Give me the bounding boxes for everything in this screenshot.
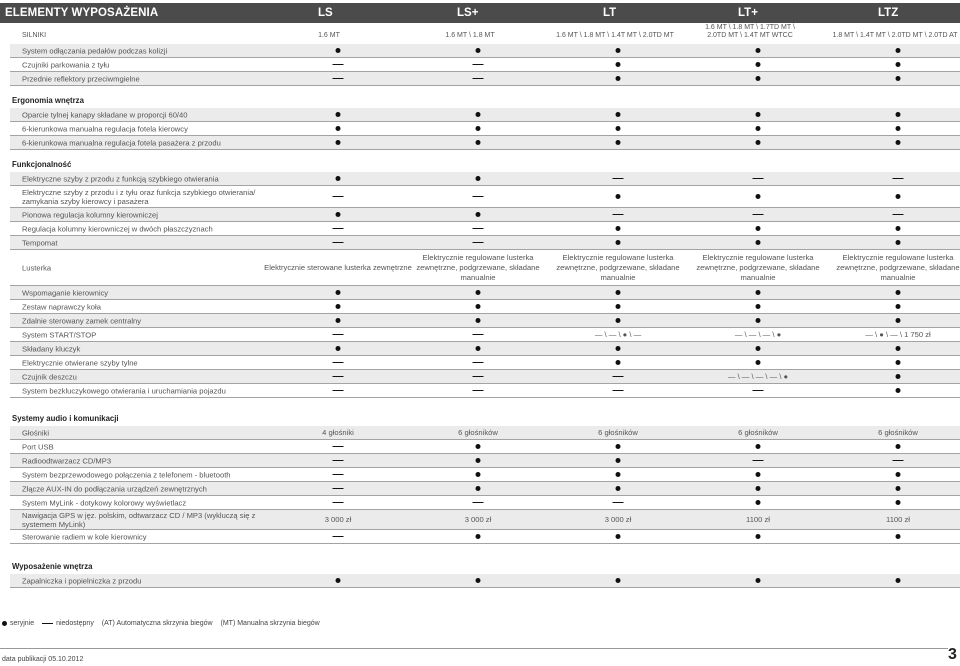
unavailable-dash-icon: [333, 74, 344, 84]
table-row: [10, 108, 960, 122]
row-value: 6 głośników: [598, 427, 638, 437]
row-label: Czujniki parkowania z tyłu: [22, 60, 110, 69]
row-value: Elektrycznie regulowane lusterka zewnętrzne, podgrzewane, składane manualnie: [416, 252, 540, 282]
standard-dot-icon: [896, 46, 901, 56]
engine-lt: 1.6 MT \ 1.8 MT \ 1.4T MT \ 2.0TD MT: [556, 32, 674, 39]
standard-dot-icon: [476, 110, 481, 120]
unavailable-dash-icon: [333, 238, 344, 248]
standard-dot-icon: [476, 46, 481, 56]
standard-dot-icon: [896, 110, 901, 120]
row-label: Port USB: [22, 442, 54, 451]
unavailable-dash-icon: [753, 174, 764, 184]
table-row: [10, 122, 960, 136]
unavailable-dash-icon: [333, 372, 344, 382]
standard-dot-icon: [336, 576, 341, 586]
standard-dot-icon: [476, 316, 481, 326]
standard-dot-icon: [476, 344, 481, 354]
unavailable-dash-icon: [333, 60, 344, 70]
row-label: Złącze AUX-IN do podłączania urządzeń zewnętrznych: [22, 484, 207, 493]
standard-dot-icon: [896, 470, 901, 480]
row-label: Pionowa regulacja kolumny kierowniczej: [22, 210, 158, 219]
engines-row: [0, 24, 960, 44]
standard-dot-icon: [896, 124, 901, 134]
row-label: Elektrycznie otwierane szyby tylne: [22, 358, 138, 367]
row-value: — \ — \ ● \ —: [594, 329, 642, 339]
standard-dot-icon: [616, 442, 621, 452]
unavailable-dash-icon: [333, 330, 344, 340]
row-value: 3 000 zł: [324, 514, 352, 524]
standard-dot-icon: [896, 316, 901, 326]
standard-dot-icon: [756, 484, 761, 494]
unavailable-dash-icon: [333, 484, 344, 494]
header-bar: [0, 3, 960, 23]
standard-dot-icon: [896, 576, 901, 586]
row-label: System MyLink - dotykowy kolorowy wyświetlacz: [22, 498, 187, 507]
standard-dot-icon: [336, 344, 341, 354]
table-row: [10, 342, 960, 356]
table-row: [10, 356, 960, 370]
standard-dot-icon: [616, 60, 621, 70]
standard-dot-icon: [616, 484, 621, 494]
row-value: 6 głośników: [458, 427, 498, 437]
unavailable-dash-icon: [473, 372, 484, 382]
standard-dot-icon: [756, 532, 761, 542]
row-label: Oparcie tylnej kanapy składane w proporcji 60/40: [22, 110, 188, 119]
standard-dot-icon: [896, 484, 901, 494]
row-label: System bezprzewodowego połączenia z telefonem - bluetooth: [22, 470, 231, 479]
engine-ltz: 1.8 MT \ 1.4T MT \ 2.0TD MT \ 2.0TD AT: [832, 32, 958, 39]
standard-dot-icon: [756, 192, 761, 202]
row-label: Głośniki: [22, 428, 50, 437]
table-row: [10, 236, 960, 250]
legend-at: (AT) Automatyczna skrzynia biegów: [101, 620, 213, 627]
table-row: [10, 44, 960, 58]
unavailable-dash-icon: [473, 330, 484, 340]
standard-dot-icon: [896, 372, 901, 382]
row-value: 1100 zł: [746, 514, 770, 524]
standard-dot-icon: [756, 358, 761, 368]
row-value: 6 głośników: [738, 427, 778, 437]
row-value: 1100 zł: [886, 514, 910, 524]
row-value: Elektrycznie sterowane lusterka zewnętrzne: [264, 262, 412, 272]
table-row: [10, 384, 960, 398]
table-row: [10, 208, 960, 222]
section-title: Funkcjonalność: [12, 160, 72, 169]
standard-dot-icon: [336, 316, 341, 326]
unavailable-dash-icon: [473, 358, 484, 368]
standard-dot-icon: [336, 110, 341, 120]
standard-dot-icon: [616, 74, 621, 84]
standard-dot-icon: [756, 316, 761, 326]
trim-ls: LS: [318, 7, 333, 19]
section-title: Ergonomia wnętrza: [12, 96, 84, 105]
row-value: — \ ● \ — \ 1 750 zł: [865, 329, 931, 339]
row-label: Przednie reflektory przeciwmgielne: [22, 74, 140, 83]
trim-lt-plus: LT+: [738, 7, 758, 19]
standard-dot-icon: [476, 484, 481, 494]
unavailable-dash-icon: [613, 210, 624, 220]
unavailable-dash-icon: [893, 456, 904, 466]
standard-dot-icon: [336, 302, 341, 312]
row-label: Zapalniczka i popielniczka z przodu: [22, 576, 142, 585]
unavailable-dash-icon: [753, 210, 764, 220]
standard-dot-icon: [336, 210, 341, 220]
row-value: Elektrycznie regulowane lusterka zewnętrzne, podgrzewane, składane manualnie: [696, 252, 820, 282]
row-value: 3 000 zł: [464, 514, 492, 524]
standard-dot-icon: [756, 238, 761, 248]
unavailable-dash-icon: [613, 386, 624, 396]
standard-dot-icon: [336, 46, 341, 56]
row-label: Radioodtwarzacz CD/MP3: [22, 456, 112, 465]
standard-dot-icon: [896, 288, 901, 298]
table-row: [10, 510, 960, 530]
row-value: — \ — \ — \ ●: [734, 329, 782, 339]
row-value: Elektrycznie regulowane lusterka zewnętrzne, podgrzewane, składane manualnie: [556, 252, 680, 282]
standard-dot-icon: [896, 442, 901, 452]
row-label: Lusterka: [22, 263, 52, 272]
unavailable-dash-icon: [613, 174, 624, 184]
standard-dot-icon: [336, 124, 341, 134]
table-row: [10, 426, 960, 440]
table-row: [10, 222, 960, 236]
standard-dot-icon: [616, 192, 621, 202]
standard-dot-icon: [616, 138, 621, 148]
row-value: 3 000 zł: [604, 514, 632, 524]
unavailable-dash-icon: [333, 358, 344, 368]
standard-dot-icon: [896, 498, 901, 508]
standard-dot-icon: [476, 442, 481, 452]
row-value: 4 głośniki: [322, 427, 354, 437]
unavailable-dash-icon: [893, 210, 904, 220]
standard-dot-icon: [616, 344, 621, 354]
standard-dot-icon: [756, 46, 761, 56]
engine-lt-plus: 1.6 MT \ 1.8 MT \ 1.7TD MT \ 2.0TD MT \ 1.4T MT WTCC: [705, 24, 795, 39]
standard-dot-icon: [476, 576, 481, 586]
unavailable-dash-icon: [613, 498, 624, 508]
row-label: 6-kierunkowa manualna regulacja fotela kierowcy: [22, 124, 188, 133]
trim-lt: LT: [603, 7, 617, 19]
standard-dot-icon: [476, 174, 481, 184]
standard-dot-icon: [616, 288, 621, 298]
row-label: Nawigacja GPS w jęz. polskim, odtwarzacz CD / MP3 (wykluczą się z systemem MyLink): [22, 510, 256, 529]
unavailable-dash-icon: [473, 224, 484, 234]
table-row: [10, 440, 960, 454]
standard-dot-icon: [756, 110, 761, 120]
row-label: 6-kierunkowa manualna regulacja fotela pasażera z przodu: [22, 138, 221, 147]
table-row: [10, 496, 960, 510]
standard-dot-icon: [476, 210, 481, 220]
table-row: [10, 136, 960, 150]
table-row: [10, 286, 960, 300]
table-row: [10, 574, 960, 588]
row-label: Tempomat: [22, 238, 58, 247]
trim-ls-plus: LS+: [457, 7, 479, 19]
unavailable-dash-icon: [613, 372, 624, 382]
unavailable-dash-icon: [473, 386, 484, 396]
table-row: [10, 468, 960, 482]
standard-dot-icon: [616, 110, 621, 120]
row-value: Elektrycznie regulowane lusterka zewnętrzne, podgrzewane, składane manualnie: [836, 252, 960, 282]
row-label: Regulacja kolumny kierowniczej w dwóch płaszczyznach: [22, 224, 213, 233]
standard-dot-icon: [896, 238, 901, 248]
row-label: Składany kluczyk: [22, 344, 81, 353]
unavailable-dash-icon: [333, 386, 344, 396]
table-title: ELEMENTY WYPOSAŻENIA: [5, 7, 159, 19]
standard-dot-icon: [476, 456, 481, 466]
standard-dot-icon: [616, 532, 621, 542]
publication-date: data publikacji 05.10.2012: [2, 656, 84, 663]
standard-dot-icon: [756, 124, 761, 134]
standard-dot-icon: [756, 470, 761, 480]
unavailable-dash-icon: [333, 532, 344, 542]
unavailable-dash-icon: [333, 224, 344, 234]
standard-dot-icon: [616, 576, 621, 586]
standard-dot-icon: [336, 174, 341, 184]
table-row: [10, 482, 960, 496]
engines-label: SILNIKI: [22, 32, 47, 39]
row-label: System bezkluczykowego otwierania i uruchamiania pojazdu: [22, 386, 226, 395]
unavailable-dash-icon: [333, 470, 344, 480]
standard-dot-icon: [896, 532, 901, 542]
standard-dot-icon: [616, 456, 621, 466]
unavailable-dash-icon: [333, 442, 344, 452]
engine-ls-plus: 1.6 MT \ 1.8 MT: [445, 32, 495, 39]
page-number: 3: [948, 646, 957, 663]
unavailable-dash-icon: [473, 60, 484, 70]
standard-dot-icon: [476, 138, 481, 148]
legend-mt: (MT) Manualna skrzynia biegów: [220, 620, 320, 627]
engine-ls: 1.6 MT: [318, 32, 340, 39]
standard-dot-icon: [476, 470, 481, 480]
standard-dot-icon: [756, 224, 761, 234]
table-row: [10, 314, 960, 328]
unavailable-dash-icon: [473, 498, 484, 508]
standard-dot-icon: [896, 60, 901, 70]
standard-dot-icon: [616, 316, 621, 326]
row-label: Elektryczne szyby z przodu i z tyłu oraz funkcja szybkiego otwierania/ zamykania szyby kierowcy i pasażera: [22, 187, 256, 206]
unavailable-dash-icon: [473, 74, 484, 84]
trim-ltz: LTZ: [878, 7, 899, 19]
standard-dot-icon: [476, 288, 481, 298]
row-value: — \ — \ — \ — \ ●: [727, 371, 789, 381]
row-label: Sterowanie radiem w kole kierownicy: [22, 532, 147, 541]
standard-dot-icon: [756, 288, 761, 298]
unavailable-dash-icon: [893, 174, 904, 184]
unavailable-dash-icon: [333, 498, 344, 508]
row-label: Zdalnie sterowany zamek centralny: [22, 316, 142, 325]
table-row: [10, 58, 960, 72]
section-title: Systemy audio i komunikacji: [12, 414, 119, 423]
standard-dot-icon: [756, 576, 761, 586]
standard-dot-icon: [616, 46, 621, 56]
table-row: [10, 250, 960, 286]
standard-dot-icon: [476, 302, 481, 312]
row-label: Zestaw naprawczy koła: [22, 302, 101, 311]
table-row: [10, 300, 960, 314]
unavailable-dash-icon: [753, 386, 764, 396]
legend-unavailable: niedostępny: [42, 620, 94, 627]
standard-dot-icon: [616, 238, 621, 248]
standard-dot-icon: [756, 302, 761, 312]
row-label: Elektryczne szyby z przodu z funkcją szybkiego otwierania: [22, 174, 219, 183]
standard-dot-icon: [756, 344, 761, 354]
standard-dot-icon: [756, 138, 761, 148]
standard-dot-icon: [616, 224, 621, 234]
standard-dot-icon: [756, 60, 761, 70]
table-row: [10, 454, 960, 468]
standard-dot-icon: [616, 470, 621, 480]
standard-dot-icon: [756, 442, 761, 452]
legend-standard: seryjnie: [2, 620, 34, 627]
table-row: [10, 328, 960, 342]
unavailable-dash-icon: [473, 192, 484, 202]
standard-dot-icon: [896, 344, 901, 354]
row-label: Czujnik deszczu: [22, 372, 77, 381]
standard-dot-icon: [756, 498, 761, 508]
legend: [2, 620, 326, 627]
unavailable-dash-icon: [473, 238, 484, 248]
standard-dot-icon: [476, 124, 481, 134]
row-value: 6 głośników: [878, 427, 918, 437]
footer-divider: [0, 648, 948, 649]
standard-dot-icon: [896, 138, 901, 148]
row-label: Wspomaganie kierownicy: [22, 288, 109, 297]
table-row: [10, 72, 960, 86]
row-label: System START/STOP: [22, 330, 97, 339]
standard-dot-icon: [616, 124, 621, 134]
table-row: [10, 172, 960, 186]
standard-dot-icon: [896, 192, 901, 202]
standard-dot-icon: [336, 138, 341, 148]
section-title: Wyposażenie wnętrza: [12, 562, 93, 571]
table-row: [10, 530, 960, 544]
standard-dot-icon: [616, 302, 621, 312]
standard-dot-icon: [896, 74, 901, 84]
standard-dot-icon: [476, 532, 481, 542]
table-row: [10, 370, 960, 384]
standard-dot-icon: [336, 288, 341, 298]
standard-dot-icon: [896, 386, 901, 396]
standard-dot-icon: [896, 302, 901, 312]
unavailable-dash-icon: [333, 456, 344, 466]
standard-dot-icon: [616, 358, 621, 368]
table-row: [10, 186, 960, 208]
unavailable-dash-icon: [753, 456, 764, 466]
standard-dot-icon: [756, 74, 761, 84]
standard-dot-icon: [896, 224, 901, 234]
unavailable-dash-icon: [333, 192, 344, 202]
row-label: System odłączania pedałów podczas kolizji: [22, 46, 168, 55]
standard-dot-icon: [896, 358, 901, 368]
